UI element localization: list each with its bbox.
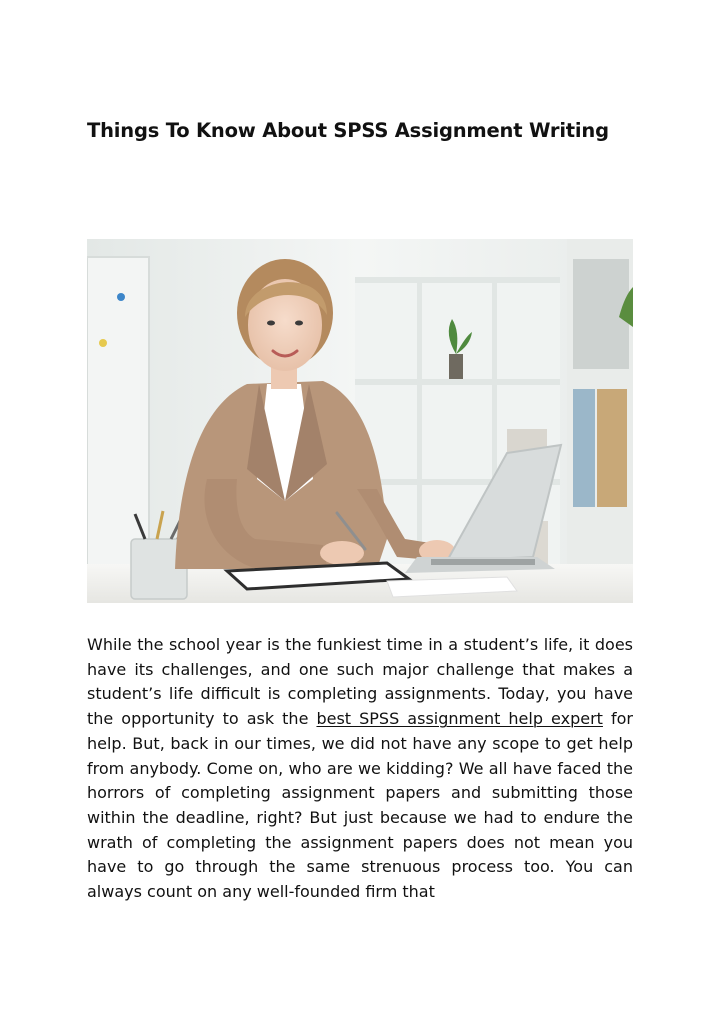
office-photo <box>87 239 633 603</box>
page-title: Things To Know About SPSS Assignment Writing <box>87 119 609 142</box>
spss-help-link[interactable]: best SPSS assignment help expert <box>316 709 603 729</box>
paragraph-text-end: for help. But, back in our times, we did not have any scope to get help from anybody. Come on, who are we kidding? We all have faced the horrors of completing assignment papers and submitting those within the deadline, right? But just because we had to endure the wrath of completing the assignment papers does not mean you have to go through the same strenuous process too. You can always count on any well-founded firm that <box>87 709 634 902</box>
paragraph-text-start: While the school year is the funkiest time in a student’s life, it does have its challenges, and one such major challenge that makes a student’s life difficult is completing assignments. Today, you have the opportunity to ask the <box>87 635 633 729</box>
body-paragraph <box>87 633 633 905</box>
